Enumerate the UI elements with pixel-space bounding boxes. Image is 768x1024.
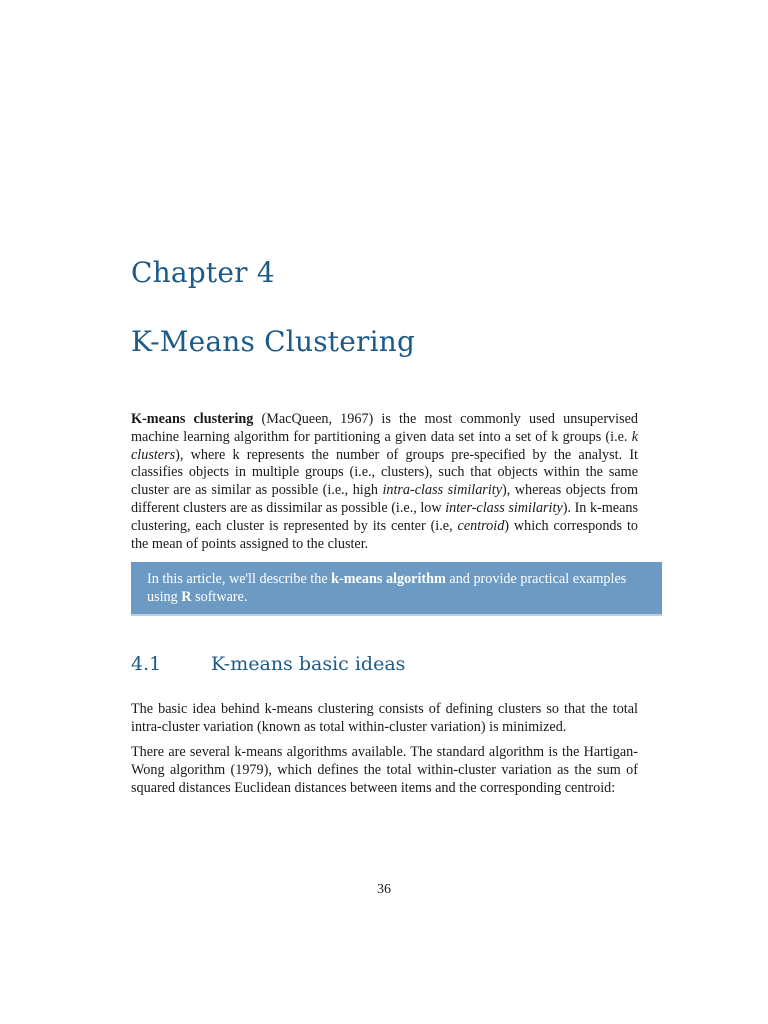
section-number: 4.1 [131,653,162,675]
callout-text-2: and provide practical examples using [147,571,627,605]
intro-text-4: ). In k-means clustering, each cluster is represented by its center (i.e, [131,499,639,534]
intro-text-5: ) which corresponds to the mean of points assigned to the cluster. [131,517,638,552]
callout-text-1: In this article, we'll describe the [147,571,332,587]
callout-box [131,562,662,616]
callout-bold-r: R [181,589,192,605]
algorithms-paragraph: There are several k-means algorithms available. The standard algorithm is the Hartigan-Wong algorithm (1979), which defines the total within-cluster variation as the sum of squared distances Euclidean distances between items and the corresponding centroid: [131,744,638,796]
basic-idea-paragraph: The basic idea behind k-means clustering consists of defining clusters so that the total intra-cluster variation (known as total within-cluster variation) is minimized. [131,701,638,735]
intro-inter-similarity: inter-class similarity [445,499,563,516]
intro-paragraph [131,411,638,553]
callout-bold-algorithm: k-means algorithm [331,571,446,587]
intro-text-2: ), where k represents the number of groups pre-specified by the analyst. It classifies objects in multiple groups (i.e., clusters), such that objects within the same cluster are as similar as possible (i.e., high [131,446,638,499]
intro-term: K-means clustering [131,411,254,427]
chapter-title: K-Means Clustering [131,325,416,358]
intro-k-clusters: k clusters [131,428,638,463]
intro-centroid: centroid [457,517,505,534]
intro-text-3: ), whereas objects from different clusters are as dissimilar as possible (i.e., low [131,482,638,516]
page-number: 36 [377,882,391,897]
intro-intra-similarity: intra-class similarity [382,482,503,499]
callout-text-3: software. [191,589,248,605]
section-heading [131,653,405,675]
intro-text-1: (MacQueen, 1967) is the most commonly used unsupervised machine learning algorithm for partitioning a given data set into a set of k groups (i.e. [131,411,638,445]
chapter-label: Chapter 4 [131,256,275,289]
section-title: K-means basic ideas [211,653,406,675]
